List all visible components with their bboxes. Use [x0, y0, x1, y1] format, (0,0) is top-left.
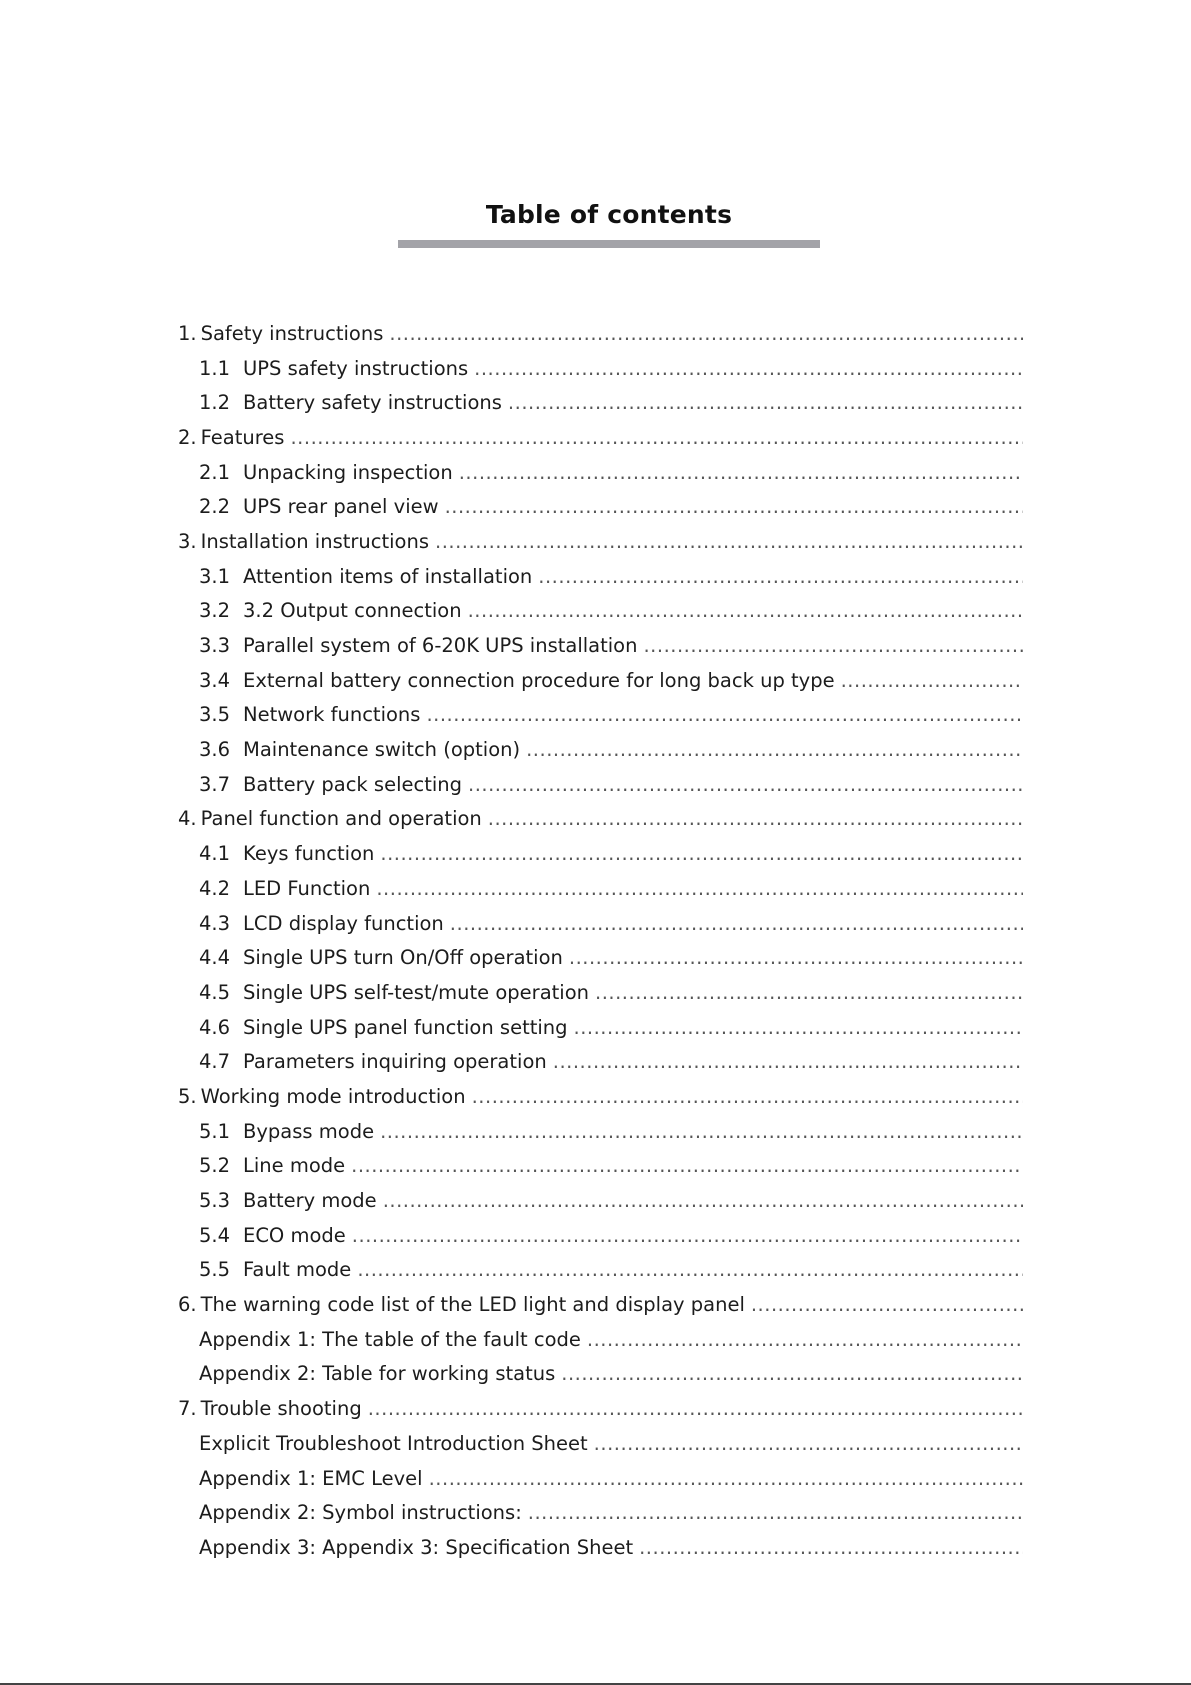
toc-entry-label: Unpacking inspection — [243, 460, 453, 484]
toc-dot-leader — [595, 981, 1023, 1004]
toc-entry-label: Single UPS panel function setting — [243, 1015, 568, 1039]
toc-entry-number: 1. — [178, 321, 197, 345]
toc-entry-label: Panel function and operation — [200, 807, 482, 831]
toc-entry-number: 7. — [178, 1397, 197, 1421]
toc-dot-leader — [508, 391, 1023, 414]
toc-entry-number: 4.6 — [199, 1015, 231, 1039]
toc-dot-leader — [290, 426, 1023, 449]
toc-entry-number: 1.1 — [199, 356, 231, 380]
toc-entry[interactable] — [178, 1149, 1023, 1184]
toc-entry[interactable] — [178, 767, 1023, 802]
table-of-contents — [178, 316, 1023, 1565]
toc-entry[interactable] — [178, 385, 1023, 420]
toc-entry[interactable] — [178, 1461, 1023, 1496]
toc-dot-leader — [472, 1085, 1023, 1108]
toc-dot-leader — [351, 1154, 1023, 1177]
toc-dot-leader — [528, 1501, 1023, 1524]
toc-entry[interactable] — [178, 1357, 1023, 1392]
toc-entry[interactable] — [178, 1495, 1023, 1530]
toc-dot-leader — [445, 495, 1023, 518]
toc-entry[interactable] — [178, 489, 1023, 524]
toc-entry[interactable] — [178, 732, 1023, 767]
toc-entry[interactable] — [178, 940, 1023, 975]
toc-entry-number: 5.1 — [199, 1119, 231, 1143]
toc-entry-label: External battery connection procedure for long back up type — [243, 668, 835, 692]
page-title: Table of contents — [485, 200, 733, 229]
toc-dot-leader — [380, 842, 1023, 865]
toc-entry[interactable] — [178, 1253, 1023, 1288]
toc-dot-leader — [526, 738, 1023, 761]
toc-dot-leader — [459, 461, 1023, 484]
toc-entry-number: 3.1 — [199, 564, 231, 588]
toc-entry-number: 6. — [178, 1293, 197, 1317]
title-underline — [398, 240, 820, 248]
toc-entry-label: ECO mode — [243, 1223, 346, 1247]
toc-entry-label: Bypass mode — [243, 1119, 375, 1143]
toc-entry-label: Maintenance switch (option) — [243, 738, 521, 762]
toc-entry-label: Single UPS self-test/mute operation — [243, 980, 590, 1004]
toc-entry-number: 3. — [178, 529, 197, 553]
toc-entry-label: UPS rear panel view — [243, 495, 439, 519]
toc-entry[interactable] — [178, 316, 1023, 351]
toc-entry-number: 3.2 — [199, 599, 231, 623]
toc-entry-label: Line mode — [243, 1154, 346, 1178]
toc-entry[interactable] — [178, 351, 1023, 386]
toc-entry-label: Explicit Troubleshoot Introduction Sheet — [199, 1431, 588, 1455]
toc-entry-label: Trouble shooting — [200, 1397, 362, 1421]
toc-entry-label: Appendix 3: Appendix 3: Specification Sheet — [199, 1535, 634, 1559]
toc-entry-label: Safety instructions — [200, 321, 384, 345]
toc-entry[interactable] — [178, 1079, 1023, 1114]
toc-dot-leader — [435, 530, 1023, 553]
toc-entry-label: Appendix 2: Table for working status — [199, 1362, 556, 1386]
toc-dot-leader — [383, 1189, 1023, 1212]
toc-dot-leader — [426, 703, 1023, 726]
toc-dot-leader — [538, 565, 1023, 588]
toc-entry[interactable] — [178, 663, 1023, 698]
toc-entry-number: 5.2 — [199, 1154, 231, 1178]
toc-entry-number: 3.3 — [199, 634, 231, 658]
toc-dot-leader — [429, 1467, 1023, 1490]
toc-entry-number: 5.5 — [199, 1258, 231, 1282]
toc-entry-number: 4.1 — [199, 842, 231, 866]
toc-entry-label: Single UPS turn On/Off operation — [243, 946, 563, 970]
toc-entry-number: 2.2 — [199, 495, 231, 519]
toc-entry[interactable] — [178, 1391, 1023, 1426]
toc-dot-leader — [357, 1258, 1023, 1281]
toc-entry-label: Installation instructions — [200, 529, 430, 553]
toc-entry[interactable] — [178, 1114, 1023, 1149]
toc-entry[interactable] — [178, 455, 1023, 490]
toc-dot-leader — [352, 1224, 1023, 1247]
toc-entry-label: Appendix 2: Symbol instructions: — [199, 1501, 522, 1525]
toc-entry[interactable] — [178, 1218, 1023, 1253]
toc-entry[interactable] — [178, 975, 1023, 1010]
toc-entry-label: Battery pack selecting — [243, 772, 463, 796]
toc-entry-label: Parameters inquiring operation — [243, 1050, 547, 1074]
toc-dot-leader — [587, 1328, 1023, 1351]
toc-dot-leader — [569, 946, 1023, 969]
toc-dot-leader — [561, 1362, 1023, 1385]
toc-entry[interactable] — [178, 1183, 1023, 1218]
toc-dot-leader — [468, 773, 1023, 796]
toc-entry[interactable] — [178, 698, 1023, 733]
toc-entry-label: Appendix 1: The table of the fault code — [199, 1327, 581, 1351]
toc-entry-label: Appendix 1: EMC Level — [199, 1466, 423, 1490]
toc-entry-label: The warning code list of the LED light and display panel — [200, 1293, 745, 1317]
toc-dot-leader — [643, 634, 1023, 657]
toc-entry-number: 3.6 — [199, 738, 231, 762]
toc-entry-label: Fault mode — [243, 1258, 352, 1282]
toc-dot-leader — [468, 599, 1023, 622]
toc-dot-leader — [376, 877, 1023, 900]
toc-dot-leader — [450, 912, 1023, 935]
toc-entry[interactable] — [178, 906, 1023, 941]
toc-entry-label: LCD display function — [243, 911, 444, 935]
toc-dot-leader — [380, 1120, 1023, 1143]
toc-entry[interactable] — [178, 420, 1023, 455]
toc-dot-leader — [751, 1293, 1023, 1316]
toc-entry-label: 3.2 Output connection — [243, 599, 462, 623]
toc-entry-label: Features — [200, 425, 285, 449]
toc-entry-number: 4. — [178, 807, 197, 831]
toc-entry[interactable] — [178, 628, 1023, 663]
toc-entry-number: 5.3 — [199, 1189, 231, 1213]
toc-entry-number: 3.4 — [199, 668, 231, 692]
toc-entry-number: 1.2 — [199, 391, 231, 415]
toc-entry-number: 3.7 — [199, 772, 231, 796]
toc-entry-label: LED Function — [243, 876, 371, 900]
toc-entry-label: Working mode introduction — [200, 1084, 466, 1108]
toc-entry[interactable] — [178, 1322, 1023, 1357]
toc-entry[interactable] — [178, 559, 1023, 594]
toc-entry[interactable] — [178, 1426, 1023, 1461]
toc-entry-number: 4.3 — [199, 911, 231, 935]
toc-dot-leader — [639, 1536, 1023, 1559]
toc-entry[interactable] — [178, 802, 1023, 837]
toc-entry-number: 3.5 — [199, 703, 231, 727]
toc-entry-number: 4.5 — [199, 980, 231, 1004]
toc-entry-label: Attention items of installation — [243, 564, 533, 588]
toc-dot-leader — [488, 807, 1023, 830]
toc-entry-label: Parallel system of 6-20K UPS installation — [243, 634, 638, 658]
toc-entry[interactable] — [178, 871, 1023, 906]
toc-entry-number: 2. — [178, 425, 197, 449]
toc-entry[interactable] — [178, 1530, 1023, 1565]
toc-entry-label: Battery safety instructions — [243, 391, 502, 415]
toc-entry-label: Network functions — [243, 703, 421, 727]
toc-entry[interactable] — [178, 594, 1023, 629]
toc-dot-leader — [594, 1432, 1023, 1455]
toc-entry[interactable] — [178, 1010, 1023, 1045]
toc-entry-number: 4.4 — [199, 946, 231, 970]
toc-entry[interactable] — [178, 1044, 1023, 1079]
toc-dot-leader — [841, 669, 1023, 692]
toc-entry-number: 4.7 — [199, 1050, 231, 1074]
toc-entry[interactable] — [178, 524, 1023, 559]
toc-entry[interactable] — [178, 836, 1023, 871]
toc-dot-leader — [474, 357, 1023, 380]
toc-dot-leader — [553, 1050, 1023, 1073]
toc-dot-leader — [574, 1016, 1023, 1039]
toc-entry[interactable] — [178, 1287, 1023, 1322]
toc-dot-leader — [389, 322, 1023, 345]
toc-entry-label: UPS safety instructions — [243, 356, 469, 380]
toc-entry-number: 4.2 — [199, 876, 231, 900]
toc-dot-leader — [368, 1397, 1023, 1420]
toc-entry-number: 2.1 — [199, 460, 231, 484]
toc-entry-label: Keys function — [243, 842, 375, 866]
toc-entry-number: 5. — [178, 1084, 197, 1108]
toc-entry-number: 5.4 — [199, 1223, 231, 1247]
toc-entry-label: Battery mode — [243, 1189, 377, 1213]
